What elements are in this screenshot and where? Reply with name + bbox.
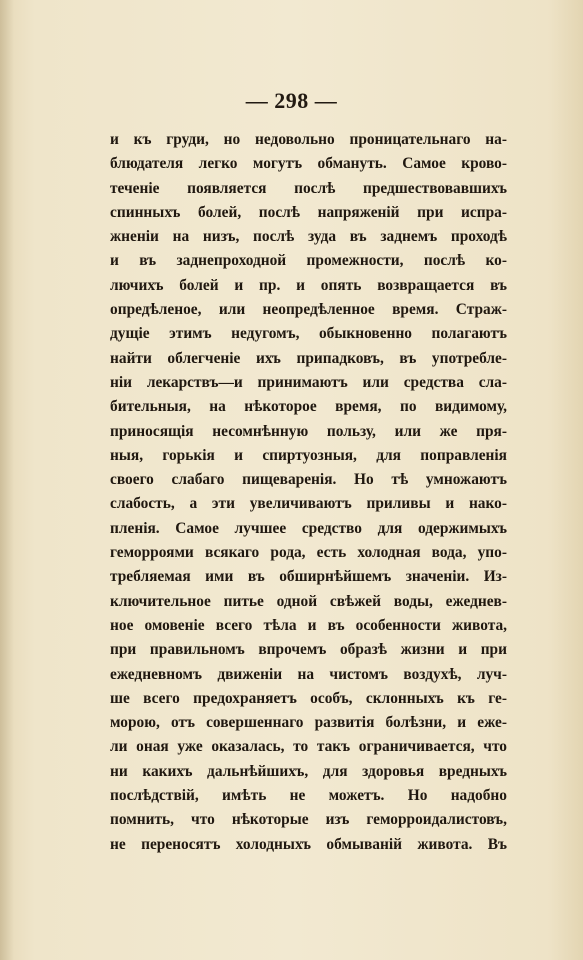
text-line: ни какихъ дальнѣйшихъ, для здоровья вредныхъ bbox=[110, 762, 507, 780]
text-line: требляемая ими въ обширнѣйшемъ значеніи. Из- bbox=[110, 568, 507, 586]
text-line: ныя, горькія и спиртуозныя, для поправленія bbox=[110, 446, 507, 464]
text-line: морою, отъ совершеннаго развитія болѣзни, и еже- bbox=[110, 714, 507, 732]
text-line: бительныя, на нѣкоторое время, по видимому, bbox=[110, 398, 507, 416]
text-line: послѣдствій, имѣть не можетъ. Но надобно bbox=[110, 787, 507, 805]
text-line: при правильномъ впрочемъ образѣ жизни и при bbox=[110, 641, 507, 659]
text-line: ежедневномъ движеніи на чистомъ воздухѣ, луч- bbox=[110, 665, 507, 683]
text-line: найти облегченіе ихъ припадковъ, въ употребле- bbox=[110, 349, 507, 367]
text-line: теченіе появляется послѣ предшествовавшихъ bbox=[110, 179, 507, 197]
text-line: своего слабаго пищеваренія. Но тѣ умножаютъ bbox=[110, 471, 507, 489]
text-line: и въ заднепроходной промежности, послѣ ко- bbox=[110, 252, 507, 270]
text-line: ное омовеніе всего тѣла и въ особенности живота, bbox=[110, 616, 507, 634]
page-edge-shadow bbox=[0, 0, 14, 960]
text-line: приносящія несомнѣнную пользу, или же пря- bbox=[110, 422, 507, 440]
text-line: лючихъ болей и пр. и опять возвращается въ bbox=[110, 276, 507, 294]
page-number: — 298 — bbox=[245, 88, 338, 113]
text-line: блюдателя легко могутъ обмануть. Самое крово- bbox=[110, 155, 507, 173]
text-line: ше всего предохраняетъ особъ, склонныхъ къ ге- bbox=[110, 689, 507, 707]
text-line: помнить, что нѣкоторые изъ геморроидалистовъ, bbox=[110, 811, 507, 829]
text-line: ли оная уже оказалась, то такъ ограничивается, что bbox=[110, 738, 507, 756]
body-text bbox=[110, 128, 507, 857]
text-line: ніи лекарствъ—и принимаютъ или средства сла- bbox=[110, 373, 507, 391]
text-line: жненіи на низъ, послѣ зуда въ заднемъ проходѣ bbox=[110, 228, 507, 246]
text-line: слабость, а эти увеличиваютъ приливы и нако- bbox=[110, 495, 507, 513]
text-line: геморроями всякаго рода, есть холодная вода, упо- bbox=[110, 544, 507, 562]
text-line: не переносятъ холодныхъ обмываній живота. Въ bbox=[110, 835, 507, 853]
text-line: пленія. Самое лучшее средство для одержимыхъ bbox=[110, 519, 507, 537]
text-line: ключительное питье одной свѣжей воды, ежеднев- bbox=[110, 592, 507, 610]
text-line: спинныхъ болей, послѣ напряженій при испра- bbox=[110, 203, 507, 221]
text-line: и къ груди, но недовольно проницательнаго на- bbox=[110, 131, 507, 148]
text-line: дущіе этимъ недугомъ, обыкновенно полагаютъ bbox=[110, 325, 507, 343]
text-line: опредѣленое, или неопредѣленное время. Страж- bbox=[110, 301, 507, 319]
